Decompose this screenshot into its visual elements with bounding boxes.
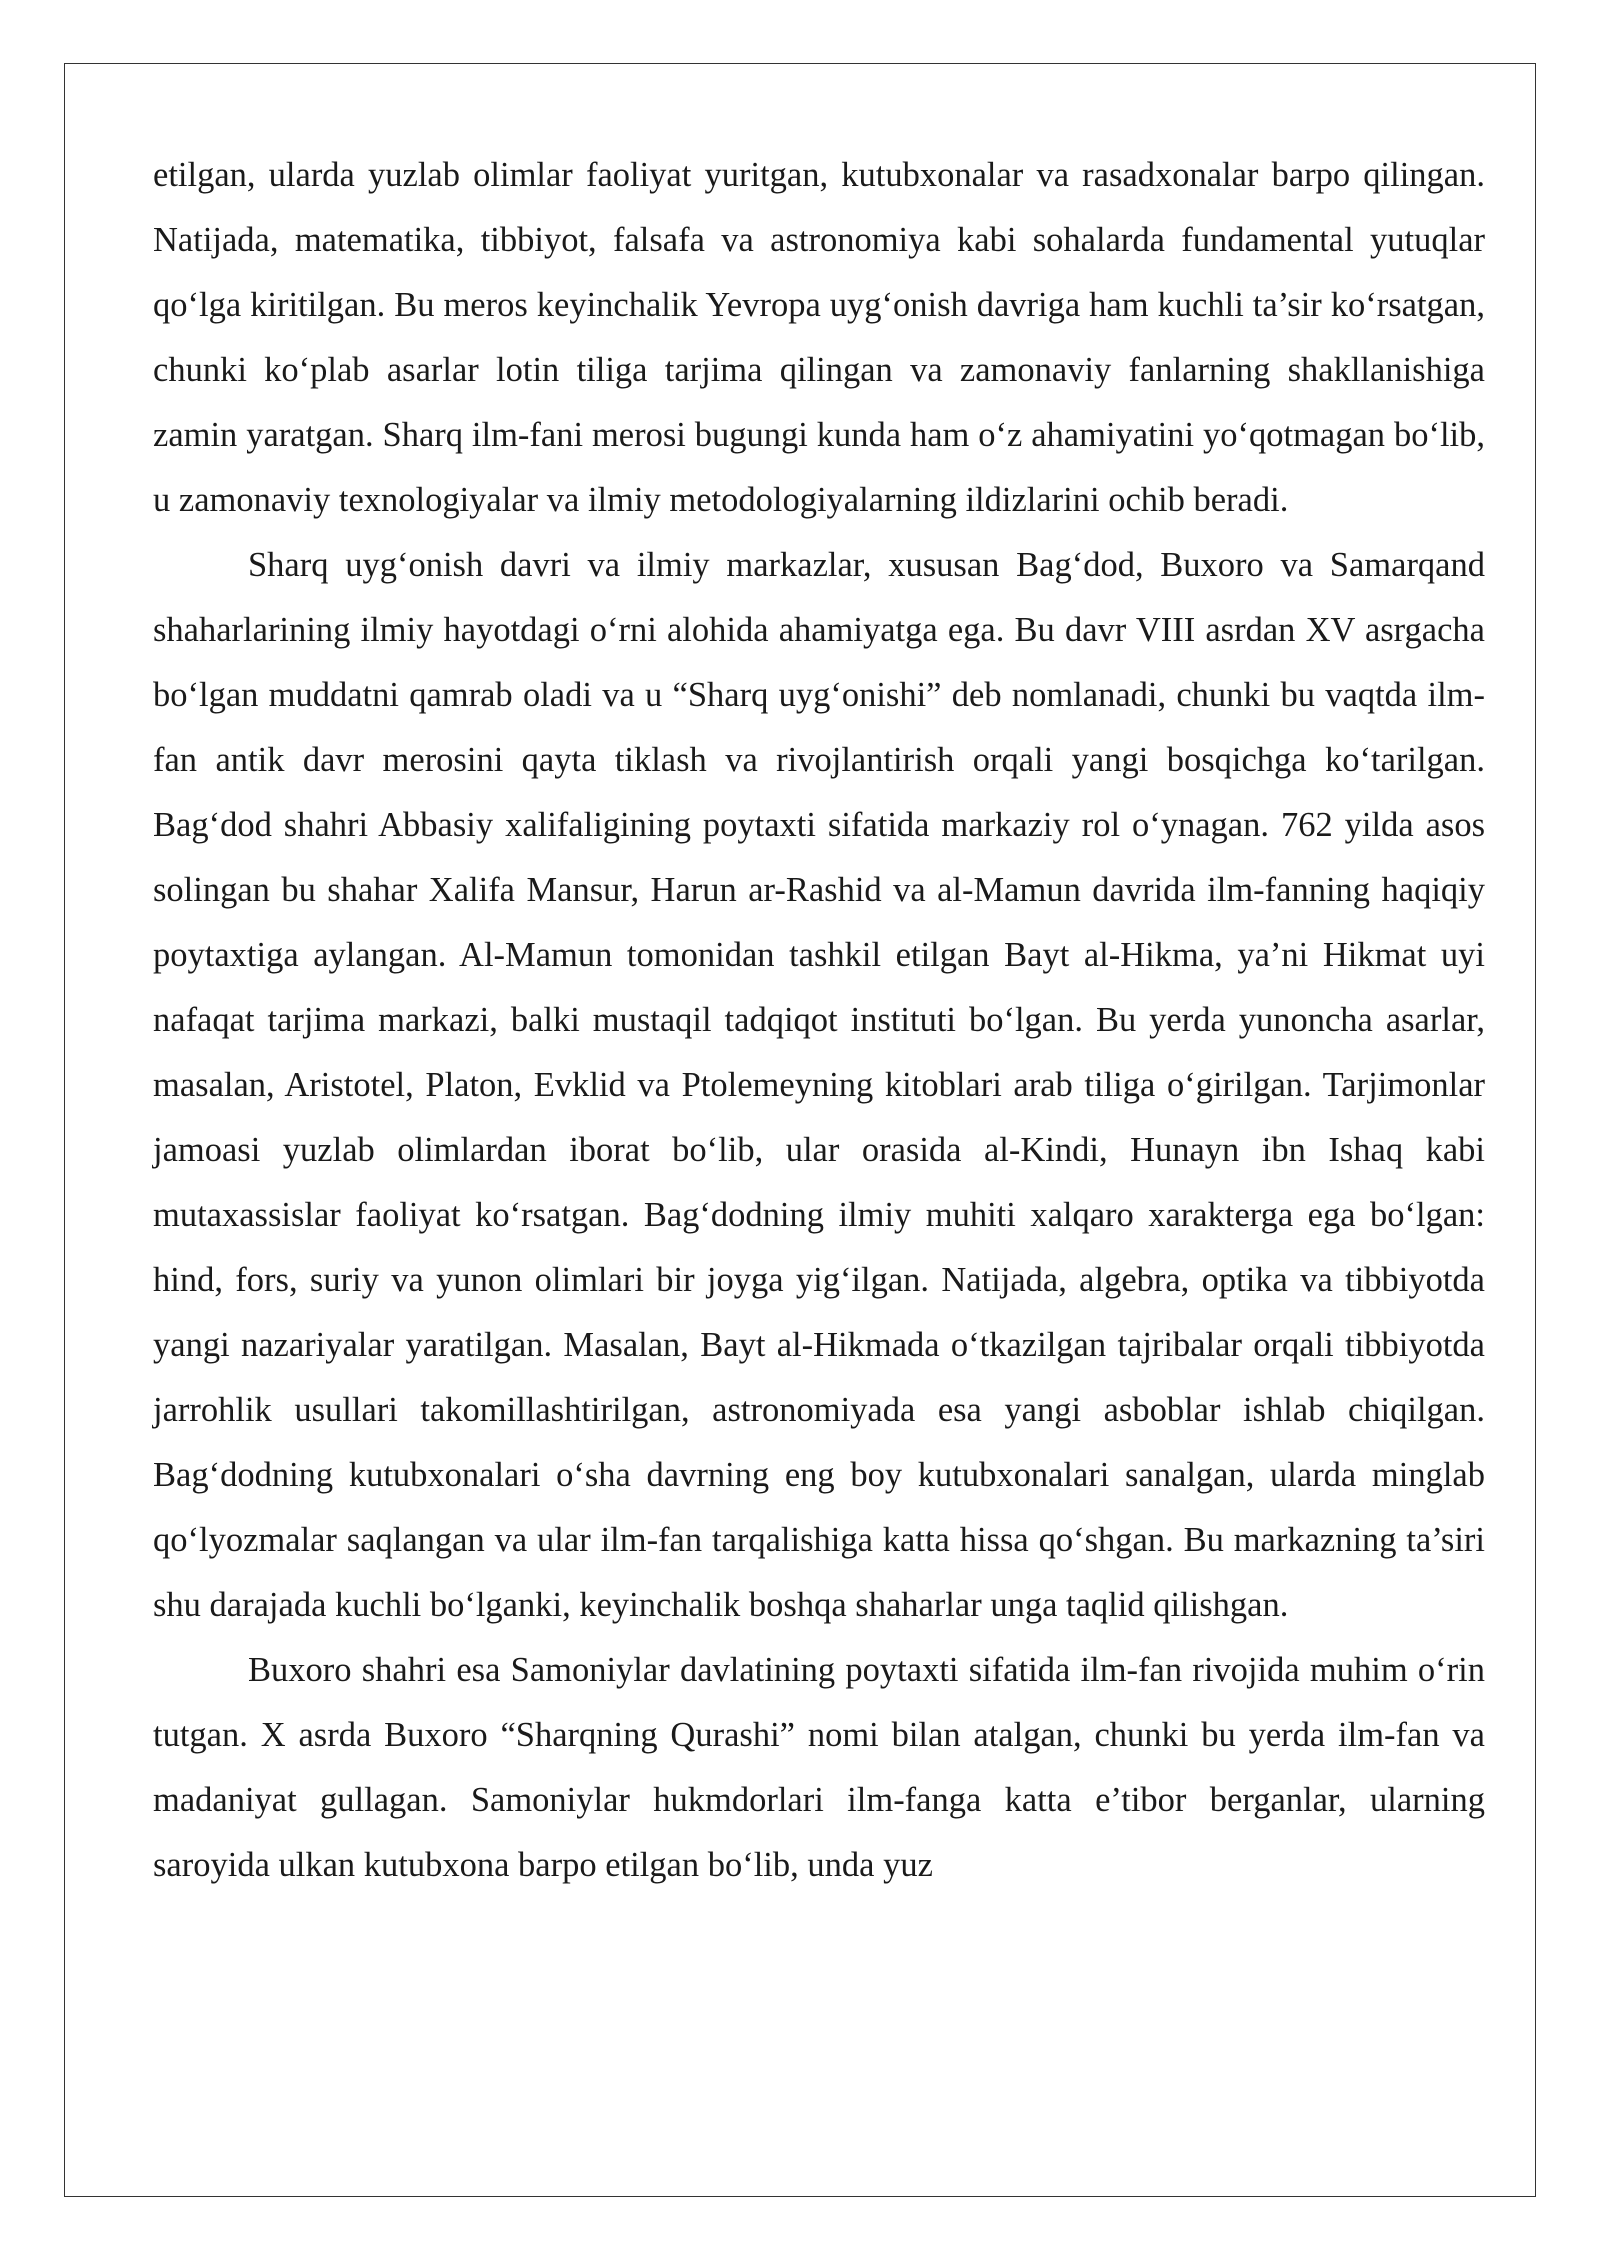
paragraph-bukhara: Buxoro shahri esa Samoniylar davlatining poytaxti sifatida ilm-fan rivojida muhim o‘rin tutgan. X asrda Buxoro “Sharqning Qurashi” nomi bilan atalgan, chunki bu yerda ilm-fan va madaniyat gullagan. Samoniylar hukmdorlari ilm-fanga katta e’tibor berganlar, ularning saroyida ulkan kutubxona barpo etilgan bo‘lib, unda yuz (153, 1651, 1485, 1884)
paragraph-baghdad: Sharq uyg‘onish davri va ilmiy markazlar, xususan Bag‘dod, Buxoro va Samarqand shaharlarining ilmiy hayotdagi o‘rni alohida ahamiyatga ega. Bu davr VIII asrdan XV asrgacha bo‘lgan muddatni qamrab oladi va u “Sharq uyg‘onishi” deb nomlanadi, chunki bu vaqtda ilm-fan antik davr merosini qayta tiklash va rivojlantirish orqali yangi bosqichga ko‘tarilgan. Bag‘dod shahri Abbasiy xalifaligining poytaxti sifatida markaziy rol o‘ynagan. 762 yilda asos solingan bu shahar Xalifa Mansur, Harun ar-Rashid va al-Mamun davrida ilm-fanning haqiqiy poytaxtiga aylangan. Al-Mamun tomonidan tashkil etilgan Bayt al-Hikma, ya’ni Hikmat uyi nafaqat tarjima markazi, balki mustaqil tadqiqot instituti bo‘lgan. Bu yerda yunoncha asarlar, masalan, Aristotel, Platon, Evklid va Ptolemeyning kitoblari arab tiliga o‘girilgan. Tarjimonlar jamoasi yuzlab olimlardan iborat bo‘lib, ular orasida al-Kindi, Hunayn ibn Ishaq kabi mutaxassislar faoliyat ko‘rsatgan. Bag‘dodning ilmiy muhiti xalqaro xarakterga ega bo‘lgan: hind, fors, suriy va yunon olimlari bir joyga yig‘ilgan. Natijada, algebra, optika va tibbiyotda yangi nazariyalar yaratilgan. Masalan, Bayt al-Hikmada o‘tkazilgan tajribalar orqali tibbiyotda jarrohlik usullari takomillashtirilgan, astronomiyada esa yangi asboblar ishlab chiqilgan. Bag‘dodning kutubxonalari o‘sha davrning eng boy kutubxonalari sanalgan, ularda minglab qo‘lyozmalar saqlangan va ular ilm-fan tarqalishiga katta hissa qo‘shgan. Bu markazning ta’siri shu darajada kuchli bo‘lganki, keyinchalik boshqa shaharlar unga taqlid qilishgan. (153, 546, 1485, 1624)
document-body (153, 143, 1485, 1898)
paragraph-continuation: etilgan, ularda yuzlab olimlar faoliyat yuritgan, kutubxonalar va rasadxonalar barpo qilingan. Natijada, matematika, tibbiyot, falsafa va astronomiya kabi sohalarda fundamental yutuqlar qo‘lga kiritilgan. Bu meros keyinchalik Yevropa uyg‘onish davriga ham kuchli ta’sir ko‘rsatgan, chunki ko‘plab asarlar lotin tiliga tarjima qilingan va zamonaviy fanlarning shakllanishiga zamin yaratgan. Sharq ilm-fani merosi bugungi kunda ham o‘z ahamiyatini yo‘qotmagan bo‘lib, u zamonaviy texnologiyalar va ilmiy metodologiyalarning ildizlarini ochib beradi. (153, 156, 1485, 519)
